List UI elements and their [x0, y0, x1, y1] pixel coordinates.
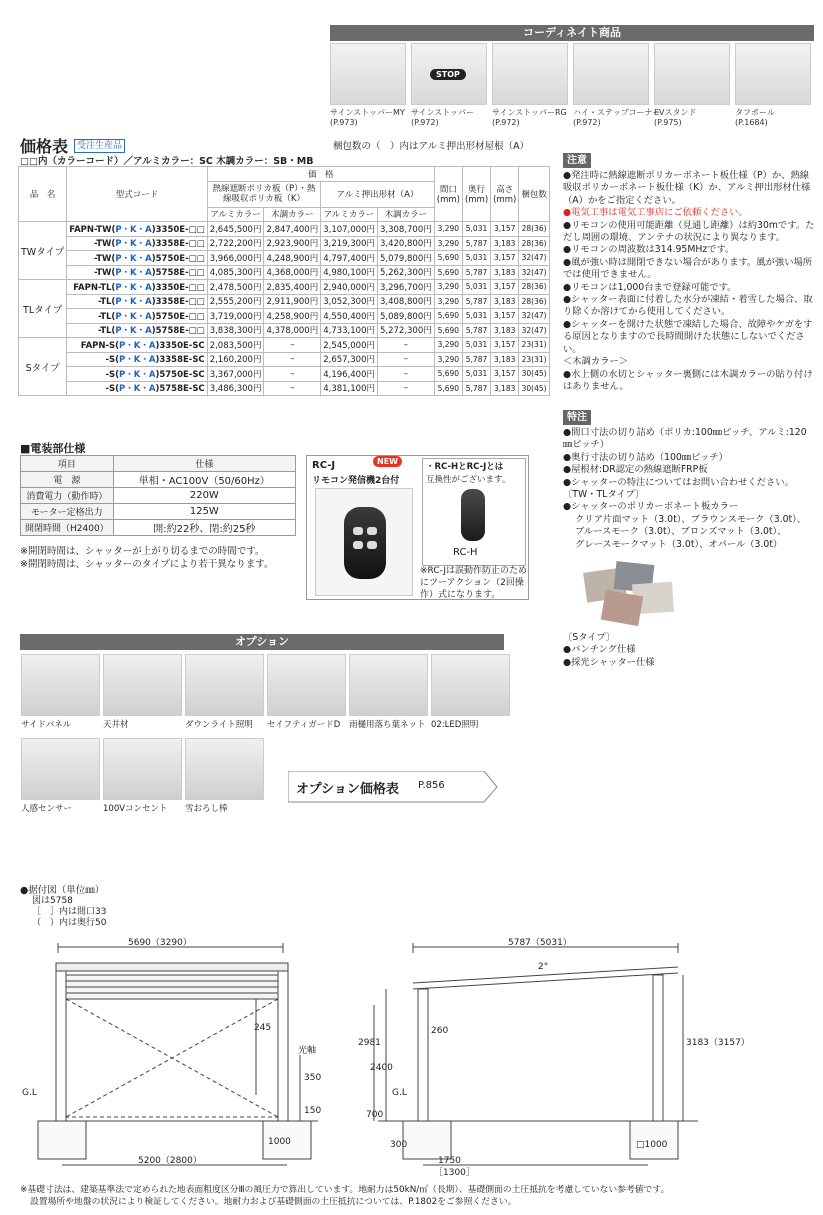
price-cell: 2,545,000円	[321, 338, 378, 353]
model-material-code: P・K・A	[115, 326, 152, 337]
color-note: □□内（カラーコード）／アルミカラー：SC 木調カラー：SB・MB	[20, 156, 314, 167]
col-poly-wood: 木調カラー	[264, 207, 321, 222]
option-label: セイフティガードD	[267, 720, 341, 730]
model-code: -TL(P・K・A)5750E-□□	[67, 309, 207, 324]
coord-product-name: サインストッパー	[411, 108, 474, 117]
price-cell: 4,733,100円	[321, 323, 378, 338]
group-name: Sタイプ	[19, 338, 67, 396]
price-cell: –	[264, 338, 321, 353]
price-row	[19, 367, 550, 382]
legend-item: ［ ］内は間口33	[32, 907, 107, 917]
side-1300-label: ［1300］	[434, 1168, 475, 1178]
caution-item: ●風が強い時は開閉できない場合があります。風が強い場所では使用できません。	[563, 256, 813, 281]
dim-cell: 5,787	[462, 323, 490, 338]
dim-cell: 3,183	[491, 265, 519, 280]
option-label: 雪おろし棒	[185, 804, 228, 814]
coord-product-name: サインストッパーRG	[492, 108, 567, 117]
dim-cell: 3,183	[491, 236, 519, 251]
side-260-label: 260	[431, 1026, 449, 1036]
price-cell: 3,052,300円	[321, 294, 378, 309]
model-material-code: P・K・A	[119, 369, 156, 380]
price-cell: 3,838,300円	[207, 323, 264, 338]
dim-cell: 3,290	[434, 338, 462, 353]
price-cell: 3,308,700円	[377, 222, 434, 237]
coord-product-page: (P.1684)	[735, 118, 768, 127]
price-cell: 2,923,900円	[264, 236, 321, 251]
installation-drawing	[18, 935, 808, 1180]
price-cell: 2,940,000円	[321, 280, 378, 295]
new-badge: NEW	[373, 456, 402, 467]
side-foot-label: □1000	[636, 1140, 668, 1150]
dim-cell: 3,183	[491, 323, 519, 338]
col-depth: 奥行(mm)	[462, 167, 490, 222]
model-material-code: P・K・A	[119, 355, 156, 366]
front-view	[38, 943, 318, 1165]
coord-product-page: (P.972)	[573, 118, 601, 127]
price-row	[19, 323, 550, 338]
special-item: ●間口寸法の切り詰め（ポリカ:100㎜ピッチ、アルミ:120㎜ピッチ）	[563, 427, 807, 451]
model-code: -TL(P・K・A)5758E-□□	[67, 323, 207, 338]
dim-cell: 3,157	[491, 222, 519, 237]
price-row	[19, 352, 550, 367]
option-image	[103, 738, 182, 800]
elec-note: ※開閉時間は、シャッターのタイプにより若干異なります。	[20, 559, 274, 570]
price-row	[19, 222, 550, 237]
col-poly: 熱線遮断ポリカ板（P）・熱線吸収ポリカ板（K）	[207, 181, 321, 207]
options-header: オプション	[20, 634, 504, 650]
group-name: TLタイプ	[19, 280, 67, 338]
special-item: ブルースモーク（3.0t）、ブロンズマット（3.0t）、	[575, 526, 787, 538]
special-item: ●奥行寸法の切り詰め（100㎜ピッチ）	[563, 451, 728, 463]
coord-product-image	[492, 43, 568, 105]
coord-product-name: タフポール	[735, 108, 775, 117]
price-cell: 4,980,100円	[321, 265, 378, 280]
rcj-label: RC-J	[312, 460, 336, 471]
price-cell: 2,555,200円	[207, 294, 264, 309]
price-cell: 3,367,000円	[207, 367, 264, 382]
caution-header: 注意	[563, 153, 591, 168]
price-cell: 2,835,400円	[264, 280, 321, 295]
rcj-sub: リモコン発信機2台付	[312, 476, 400, 486]
model-material-code: P・K・A	[119, 340, 156, 351]
price-cell: 3,719,000円	[207, 309, 264, 324]
caution-item: ●シャッターを開けた状態で凍結した場合、故障やケガをする原因となりますので長時間開けた状態にしないでください。	[563, 318, 813, 355]
caution-item: ●電気工事は電気工事店にご依頼ください。	[563, 207, 748, 219]
footnote-line: 設置場所や地盤の状況により検証してください。地耐力および基礎側面の土圧抵抗については、P.1802をご参照ください。	[30, 1197, 517, 1207]
dim-cell: 23(31)	[519, 338, 550, 353]
dim-cell: 32(47)	[519, 265, 550, 280]
coord-product-page: (P.973)	[330, 118, 358, 127]
elec-row	[21, 504, 296, 520]
price-cell: 2,083,500円	[207, 338, 264, 353]
side-width-label: 5787（5031）	[508, 938, 572, 948]
dim-cell: 32(47)	[519, 251, 550, 266]
elec-key: 電 源	[21, 472, 114, 488]
option-image	[267, 654, 346, 716]
elec-row	[21, 472, 296, 488]
model-code: -TW(P・K・A)5758E-□□	[67, 265, 207, 280]
price-cell: 4,368,000円	[264, 265, 321, 280]
price-cell: 2,645,500円	[207, 222, 264, 237]
made-to-order-tag: 受注生産品	[74, 139, 125, 153]
model-code: -S(P・K・A)5750E-SC	[67, 367, 207, 382]
s-type-item: ●採光シャッター仕様	[563, 656, 655, 668]
special-item: ●屋根材:DR認定の熱線遮断FRP板	[563, 464, 708, 476]
price-cell: 5,089,800円	[377, 309, 434, 324]
price-cell: 3,296,700円	[377, 280, 434, 295]
option-label: 100Vコンセント	[103, 804, 168, 814]
rch-label: RC-H	[453, 547, 478, 558]
stop-sign-text: STOP	[430, 69, 466, 80]
pack-note: 梱包数の（ ）内はアルミ押出形材屋根（A）	[333, 141, 530, 152]
side-gl-label: G.L	[392, 1088, 407, 1098]
compat-line2: 互換性がございます。	[426, 475, 511, 485]
price-cell: 3,107,000円	[321, 222, 378, 237]
rch-box	[422, 458, 526, 566]
dim-cell: 3,157	[491, 338, 519, 353]
dim-cell: 28(36)	[519, 236, 550, 251]
price-row	[19, 280, 550, 295]
side-700-label: 700	[366, 1110, 384, 1120]
price-cell: 2,478,500円	[207, 280, 264, 295]
dim-cell: 28(36)	[519, 280, 550, 295]
caution-list	[563, 170, 815, 393]
dim-cell: 30(45)	[519, 367, 550, 382]
legend-item: 図は5758	[32, 896, 73, 906]
col-width: 間口(mm)	[434, 167, 462, 222]
special-item: ●シャッターの特注についてはお問い合わせください。	[563, 476, 794, 488]
price-cell: –	[377, 352, 434, 367]
elec-note: ※開閉時間は、シャッターが上がり切るまでの時間です。	[20, 546, 265, 557]
s-type-item: ●パンチング仕様	[563, 644, 636, 656]
dim-cell: 3,183	[491, 294, 519, 309]
option-image	[185, 654, 264, 716]
dim-cell: 5,031	[462, 280, 490, 295]
option-price-link[interactable]	[288, 771, 498, 803]
model-material-code: P・K・A	[115, 282, 152, 293]
special-list	[563, 427, 815, 551]
price-cell: –	[264, 352, 321, 367]
dim-cell: 5,690	[434, 323, 462, 338]
col-name: 品 名	[19, 167, 67, 222]
front-foot-label: 1000	[268, 1137, 291, 1147]
option-label: 02:LED照明	[431, 720, 479, 730]
s-type-item: 〔Sタイプ〕	[563, 632, 616, 643]
price-cell: 5,262,300円	[377, 265, 434, 280]
option-label: 人感センサー	[21, 804, 73, 814]
front-light-label: 光軸	[298, 1046, 317, 1056]
dim-cell: 5,690	[434, 251, 462, 266]
elec-value: 220W	[113, 488, 295, 504]
side-view	[374, 943, 698, 1165]
dim-cell: 3,157	[491, 251, 519, 266]
coord-product-page: (P.972)	[411, 118, 439, 127]
elec-row	[21, 488, 296, 504]
price-cell: 2,657,300円	[321, 352, 378, 367]
caution-item: ＜木調カラー＞	[563, 356, 629, 368]
col-alum-wood: 木調カラー	[377, 207, 434, 222]
option-image	[103, 654, 182, 716]
price-cell: 4,196,400円	[321, 367, 378, 382]
price-cell: 4,381,100円	[321, 381, 378, 396]
dim-cell: 3,290	[434, 280, 462, 295]
dim-cell: 32(47)	[519, 323, 550, 338]
elec-key: 消費電力（動作時）	[21, 488, 114, 504]
price-row	[19, 265, 550, 280]
elec-head-item: 項目	[21, 456, 114, 472]
model-code: -TW(P・K・A)5750E-□□	[67, 251, 207, 266]
dim-cell: 3,290	[434, 352, 462, 367]
side-300-label: 300	[390, 1140, 408, 1150]
coordinate-header: コーディネイト商品	[330, 25, 814, 41]
dim-cell: 5,031	[462, 338, 490, 353]
dim-cell: 5,787	[462, 236, 490, 251]
elec-key: 開閉時間（H2400）	[21, 520, 114, 536]
special-item: ●シャッターのポリカーボネート板カラー	[563, 501, 739, 513]
elec-table	[20, 455, 296, 536]
price-cell: –	[264, 367, 321, 382]
model-code: -S(P・K・A)3358E-SC	[67, 352, 207, 367]
caution-item: ●発注時に熱線遮断ポリカーボネート板仕様（P）か、熱線吸収ポリカーボネート板仕様（K）か、アルミ押出形材仕様（A）かをご指定ください。	[563, 170, 811, 206]
front-350-label: 350	[304, 1073, 322, 1083]
legend-item: （ ）内は奥行50	[32, 918, 107, 928]
elec-value: 開:約22秒、閉:約25秒	[113, 520, 295, 536]
side-slope-label: 2°	[538, 962, 549, 972]
model-material-code: P・K・A	[115, 268, 152, 279]
model-material-code: P・K・A	[119, 384, 156, 395]
price-cell: 5,079,800円	[377, 251, 434, 266]
elec-notes	[20, 545, 274, 571]
dim-cell: 5,787	[462, 381, 490, 396]
dim-cell: 5,787	[462, 265, 490, 280]
dim-cell: 5,690	[434, 381, 462, 396]
price-cell: –	[264, 381, 321, 396]
model-material-code: P・K・A	[115, 311, 152, 322]
dim-cell: 23(31)	[519, 352, 550, 367]
price-cell: 2,911,900円	[264, 294, 321, 309]
rcj-note: ※RC-Jは誤動作防止のためにツーアクション（2回操作）式になります。	[420, 566, 528, 600]
dim-cell: 28(36)	[519, 222, 550, 237]
footnote-line: ※基礎寸法は、建築基準法で定められた地表面粗度区分Ⅲの風圧力で算出しています。地耐力は50kN/㎡（長期）、基礎側面の土圧抵抗を考慮していない参考値です。	[20, 1185, 670, 1195]
dim-cell: 28(36)	[519, 294, 550, 309]
rcj-remote-image	[315, 488, 413, 596]
dim-cell: 3,183	[491, 381, 519, 396]
dim-cell: 5,690	[434, 367, 462, 382]
dim-cell: 5,031	[462, 251, 490, 266]
option-image	[21, 738, 100, 800]
dim-cell: 3,183	[491, 352, 519, 367]
col-height: 高さ(mm)	[491, 167, 519, 222]
elec-value: 125W	[113, 504, 295, 520]
coord-product-image	[411, 43, 487, 105]
price-cell: 3,408,800円	[377, 294, 434, 309]
dim-cell: 3,157	[491, 280, 519, 295]
model-code: -S(P・K・A)5758E-SC	[67, 381, 207, 396]
coord-product-name: EVスタンド	[654, 108, 697, 117]
price-cell: 2,722,200円	[207, 236, 264, 251]
elec-row	[21, 520, 296, 536]
dim-cell: 5,787	[462, 352, 490, 367]
dim-cell: 5,031	[462, 367, 490, 382]
option-image	[431, 654, 510, 716]
option-price-page: P.856	[418, 780, 445, 791]
side-3183-label: 3183（3157）	[686, 1038, 750, 1048]
price-table	[18, 166, 550, 396]
price-cell: 3,219,300円	[321, 236, 378, 251]
front-width-label: 5690（3290）	[128, 938, 192, 948]
option-label: ダウンライト照明	[185, 720, 253, 730]
dim-cell: 3,157	[491, 367, 519, 382]
col-alum-alumi: アルミカラー	[321, 207, 378, 222]
elec-title: ■電装部仕様	[20, 442, 86, 455]
price-cell: 4,797,400円	[321, 251, 378, 266]
price-cell: 4,378,000円	[264, 323, 321, 338]
model-material-code: P・K・A	[115, 253, 152, 264]
option-price-label: オプション価格表	[296, 782, 399, 797]
compat-line1: ・RC-HとRC-Jとは	[426, 462, 504, 472]
caution-item: ●リモコンの周波数は314.95MHzです。	[563, 244, 735, 256]
special-item: グレースモークマット（3.0t）、オパール（3.0t）	[575, 538, 783, 550]
price-row	[19, 294, 550, 309]
front-245-label: 245	[254, 1023, 272, 1033]
price-cell: 3,420,800円	[377, 236, 434, 251]
model-code: FAPN-S(P・K・A)3350E-SC	[67, 338, 207, 353]
drawing-title: ●据付図（単位㎜）	[20, 885, 105, 896]
col-price: 価 格	[207, 167, 434, 182]
price-cell: –	[377, 367, 434, 382]
coord-product-image	[735, 43, 811, 105]
model-code: FAPN-TW(P・K・A)3350E-□□	[67, 222, 207, 237]
model-material-code: P・K・A	[115, 239, 152, 250]
dim-cell: 5,690	[434, 309, 462, 324]
option-image	[349, 654, 428, 716]
price-row	[19, 251, 550, 266]
price-row	[19, 338, 550, 353]
price-cell: –	[377, 338, 434, 353]
dim-cell: 5,031	[462, 222, 490, 237]
option-label: サイドパネル	[21, 720, 72, 730]
coord-product-page: (P.972)	[492, 118, 520, 127]
special-header: 特注	[563, 410, 591, 425]
model-code: FAPN-TL(P・K・A)3350E-□□	[67, 280, 207, 295]
option-image	[185, 738, 264, 800]
coord-product-page: (P.975)	[654, 118, 682, 127]
s-type-list	[563, 632, 815, 669]
dim-cell: 5,690	[434, 265, 462, 280]
drawing-legend	[32, 896, 106, 929]
rch-remote-image	[461, 489, 485, 541]
side-1750-label: 1750	[438, 1156, 461, 1166]
caution-item: ●リモコンは1,000台まで登録可能です。	[563, 281, 737, 293]
price-row	[19, 381, 550, 396]
elec-value: 単相・AC100V（50/60Hz）	[113, 472, 295, 488]
option-image	[21, 654, 100, 716]
coord-product-name: ハイ・ステップコーナー	[573, 108, 661, 117]
col-pack: 梱包数	[519, 167, 550, 222]
price-cell: 2,847,400円	[264, 222, 321, 237]
side-2400-label: 2400	[370, 1063, 393, 1073]
elec-key: モーター定格出力	[21, 504, 114, 520]
price-row	[19, 236, 550, 251]
dim-cell: 3,157	[491, 309, 519, 324]
col-poly-alumi: アルミカラー	[207, 207, 264, 222]
dim-cell: 5,787	[462, 294, 490, 309]
price-cell: 4,085,300円	[207, 265, 264, 280]
dim-cell: 3,290	[434, 236, 462, 251]
price-cell: 4,258,900円	[264, 309, 321, 324]
price-title: 価格表	[20, 137, 69, 156]
coord-product-name: サインストッパーMY	[330, 108, 405, 117]
model-material-code: P・K・A	[115, 297, 152, 308]
footnote	[20, 1184, 810, 1208]
price-row	[19, 309, 550, 324]
dim-cell: 3,290	[434, 222, 462, 237]
model-code: -TW(P・K・A)3358E-□□	[67, 236, 207, 251]
color-sample-image	[575, 555, 687, 630]
caution-item: ●シャッター表面に付着した水分が凍結・着雪した場合、取り除くか溶けてから使用してください。	[563, 294, 813, 318]
side-2981-label: 2981	[358, 1038, 381, 1048]
special-item: クリア片面マット（3.0t）、ブラウンスモーク（3.0t）、	[575, 513, 807, 525]
price-cell: 3,486,300円	[207, 381, 264, 396]
option-label: 天井材	[103, 720, 129, 730]
dim-cell: 3,290	[434, 294, 462, 309]
front-150-label: 150	[304, 1106, 322, 1116]
price-cell: –	[377, 381, 434, 396]
coord-product-image	[573, 43, 649, 105]
front-gl-label: G.L	[22, 1088, 37, 1098]
col-model: 型式コード	[67, 167, 207, 222]
elec-head-spec: 仕様	[113, 456, 295, 472]
caution-item: ●リモコンの使用可能距離（見通し距離）は約30mです。ただし周囲の環境、アンテナの状況により異なります。	[563, 219, 815, 244]
coord-product-image	[330, 43, 406, 105]
price-cell: 4,550,400円	[321, 309, 378, 324]
group-name: TWタイプ	[19, 222, 67, 280]
model-code: -TL(P・K・A)3358E-□□	[67, 294, 207, 309]
price-cell: 3,966,000円	[207, 251, 264, 266]
option-label: 雨樋用落ち葉ネット	[349, 720, 426, 730]
caution-item: ●水上側の水切とシャッター裏側には木調カラーの貼り付けはありません。	[563, 368, 813, 392]
price-cell: 5,272,300円	[377, 323, 434, 338]
dim-cell: 32(47)	[519, 309, 550, 324]
coord-product-image	[654, 43, 730, 105]
special-item: 〔TW・TLタイプ〕	[563, 489, 645, 501]
model-material-code: P・K・A	[115, 224, 152, 235]
front-base-label: 5200（2800）	[138, 1156, 202, 1166]
dim-cell: 30(45)	[519, 381, 550, 396]
dim-cell: 5,031	[462, 309, 490, 324]
price-cell: 4,248,900円	[264, 251, 321, 266]
col-alum: アルミ押出形材（A）	[321, 181, 435, 207]
price-cell: 2,160,200円	[207, 352, 264, 367]
